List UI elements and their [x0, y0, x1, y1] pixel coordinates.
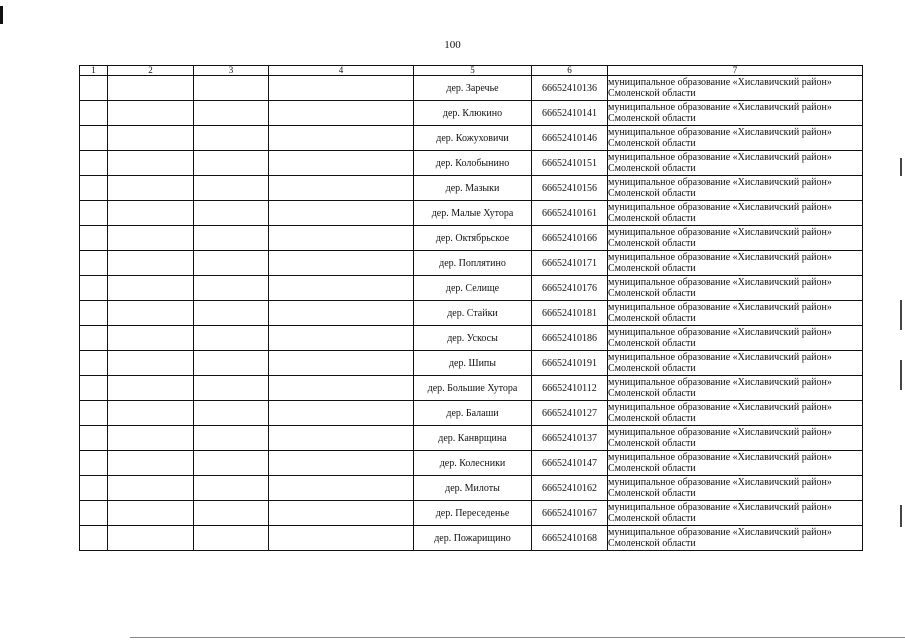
empty-cell — [194, 501, 269, 526]
empty-cell — [194, 76, 269, 101]
municipality-cell — [608, 201, 863, 226]
column-header: 7 — [608, 66, 863, 76]
oktmo-code-cell: 66652410136 — [532, 76, 608, 101]
municipality-line-1: муниципальное образование «Хиславичский район» — [608, 127, 832, 138]
municipality-cell — [608, 451, 863, 476]
empty-cell — [108, 526, 194, 551]
municipality-cell — [608, 126, 863, 151]
scan-edge-tick — [900, 505, 902, 527]
empty-cell — [194, 326, 269, 351]
empty-cell — [80, 401, 108, 426]
empty-cell — [269, 351, 414, 376]
municipality-line-2: Смоленской области — [608, 388, 696, 399]
municipality-line-1: муниципальное образование «Хиславичский район» — [608, 302, 832, 313]
empty-cell — [269, 326, 414, 351]
oktmo-code-cell: 66652410112 — [532, 376, 608, 401]
empty-cell — [80, 276, 108, 301]
municipality-line-1: муниципальное образование «Хиславичский район» — [608, 177, 832, 188]
municipality-line-2: Смоленской области — [608, 88, 696, 99]
table-header-row — [80, 66, 863, 76]
table-row — [80, 226, 863, 251]
empty-cell — [108, 376, 194, 401]
empty-cell — [194, 126, 269, 151]
oktmo-code-cell: 66652410147 — [532, 451, 608, 476]
municipality-line-1: муниципальное образование «Хиславичский район» — [608, 452, 832, 463]
municipality-line-1: муниципальное образование «Хиславичский район» — [608, 327, 832, 338]
municipality-line-2: Смоленской области — [608, 213, 696, 224]
municipality-cell — [608, 276, 863, 301]
scan-edge-tick — [900, 300, 902, 330]
empty-cell — [108, 251, 194, 276]
empty-cell — [108, 126, 194, 151]
oktmo-code-cell: 66652410156 — [532, 176, 608, 201]
empty-cell — [269, 401, 414, 426]
municipality-line-2: Смоленской области — [608, 338, 696, 349]
column-header: 6 — [532, 66, 608, 76]
settlement-name-cell: дер. Переседенье — [414, 501, 532, 526]
oktmo-code-cell: 66652410146 — [532, 126, 608, 151]
oktmo-code-cell: 66652410166 — [532, 226, 608, 251]
municipality-line-2: Смоленской области — [608, 113, 696, 124]
table-row — [80, 326, 863, 351]
scan-edge-mark — [0, 6, 3, 24]
municipality-line-1: муниципальное образование «Хиславичский район» — [608, 202, 832, 213]
empty-cell — [80, 376, 108, 401]
municipality-line-2: Смоленской области — [608, 263, 696, 274]
empty-cell — [80, 126, 108, 151]
empty-cell — [269, 126, 414, 151]
empty-cell — [80, 251, 108, 276]
oktmo-code-cell: 66652410141 — [532, 101, 608, 126]
empty-cell — [108, 201, 194, 226]
empty-cell — [108, 501, 194, 526]
empty-cell — [80, 426, 108, 451]
empty-cell — [194, 226, 269, 251]
empty-cell — [80, 101, 108, 126]
empty-cell — [108, 451, 194, 476]
empty-cell — [108, 301, 194, 326]
empty-cell — [269, 226, 414, 251]
municipality-line-2: Смоленской области — [608, 363, 696, 374]
municipality-line-1: муниципальное образование «Хиславичский район» — [608, 477, 832, 488]
municipality-line-1: муниципальное образование «Хиславичский район» — [608, 227, 832, 238]
empty-cell — [108, 151, 194, 176]
oktmo-code-cell: 66652410181 — [532, 301, 608, 326]
settlements-table — [79, 65, 863, 551]
settlement-name-cell: дер. Заречье — [414, 76, 532, 101]
oktmo-code-cell: 66652410186 — [532, 326, 608, 351]
column-header: 3 — [194, 66, 269, 76]
empty-cell — [80, 326, 108, 351]
empty-cell — [108, 401, 194, 426]
municipality-cell — [608, 251, 863, 276]
empty-cell — [80, 501, 108, 526]
municipality-line-2: Смоленской области — [608, 538, 696, 549]
municipality-line-2: Смоленской области — [608, 513, 696, 524]
oktmo-code-cell: 66652410167 — [532, 501, 608, 526]
empty-cell — [269, 451, 414, 476]
municipality-line-1: муниципальное образование «Хиславичский район» — [608, 102, 832, 113]
table-row — [80, 76, 863, 101]
oktmo-code-cell: 66652410162 — [532, 476, 608, 501]
empty-cell — [194, 201, 269, 226]
table-row — [80, 376, 863, 401]
municipality-line-1: муниципальное образование «Хиславичский район» — [608, 427, 832, 438]
municipality-cell — [608, 176, 863, 201]
empty-cell — [269, 526, 414, 551]
empty-cell — [269, 476, 414, 501]
table-row — [80, 476, 863, 501]
municipality-line-1: муниципальное образование «Хиславичский район» — [608, 252, 832, 263]
settlement-name-cell: дер. Клюкино — [414, 101, 532, 126]
settlement-name-cell: дер. Малые Хутора — [414, 201, 532, 226]
empty-cell — [194, 426, 269, 451]
municipality-cell — [608, 401, 863, 426]
empty-cell — [80, 151, 108, 176]
empty-cell — [108, 351, 194, 376]
empty-cell — [269, 251, 414, 276]
table-row — [80, 426, 863, 451]
municipality-line-1: муниципальное образование «Хиславичский район» — [608, 277, 832, 288]
settlement-name-cell: дер. Мазыки — [414, 176, 532, 201]
settlement-name-cell: дер. Кожуховичи — [414, 126, 532, 151]
municipality-line-2: Смоленской области — [608, 488, 696, 499]
municipality-cell — [608, 426, 863, 451]
table-row — [80, 151, 863, 176]
municipality-line-1: муниципальное образование «Хиславичский район» — [608, 152, 832, 163]
municipality-line-2: Смоленской области — [608, 188, 696, 199]
municipality-line-2: Смоленской области — [608, 163, 696, 174]
municipality-line-1: муниципальное образование «Хиславичский район» — [608, 402, 832, 413]
table-row — [80, 401, 863, 426]
empty-cell — [269, 101, 414, 126]
oktmo-code-cell: 66652410168 — [532, 526, 608, 551]
empty-cell — [108, 426, 194, 451]
municipality-line-1: муниципальное образование «Хиславичский район» — [608, 377, 832, 388]
municipality-line-2: Смоленской области — [608, 138, 696, 149]
municipality-line-2: Смоленской области — [608, 438, 696, 449]
table-row — [80, 251, 863, 276]
oktmo-code-cell: 66652410137 — [532, 426, 608, 451]
municipality-cell — [608, 301, 863, 326]
settlement-name-cell: дер. Ускосы — [414, 326, 532, 351]
oktmo-code-cell: 66652410161 — [532, 201, 608, 226]
settlement-name-cell: дер. Канврщина — [414, 426, 532, 451]
empty-cell — [194, 176, 269, 201]
empty-cell — [108, 76, 194, 101]
empty-cell — [80, 76, 108, 101]
empty-cell — [269, 376, 414, 401]
oktmo-code-cell: 66652410171 — [532, 251, 608, 276]
empty-cell — [194, 101, 269, 126]
table-row — [80, 126, 863, 151]
municipality-line-1: муниципальное образование «Хиславичский район» — [608, 77, 832, 88]
empty-cell — [80, 301, 108, 326]
municipality-line-1: муниципальное образование «Хиславичский район» — [608, 502, 832, 513]
empty-cell — [194, 401, 269, 426]
settlement-name-cell: дер. Колесники — [414, 451, 532, 476]
empty-cell — [269, 76, 414, 101]
empty-cell — [108, 476, 194, 501]
settlement-name-cell: дер. Пожарищино — [414, 526, 532, 551]
settlement-name-cell: дер. Стайки — [414, 301, 532, 326]
settlement-name-cell: дер. Шипы — [414, 351, 532, 376]
municipality-cell — [608, 226, 863, 251]
empty-cell — [194, 476, 269, 501]
empty-cell — [108, 176, 194, 201]
empty-cell — [194, 451, 269, 476]
table-row — [80, 451, 863, 476]
empty-cell — [269, 301, 414, 326]
column-header: 1 — [80, 66, 108, 76]
municipality-cell — [608, 76, 863, 101]
scan-edge-tick — [900, 158, 902, 176]
oktmo-code-cell: 66652410127 — [532, 401, 608, 426]
oktmo-code-cell: 66652410176 — [532, 276, 608, 301]
empty-cell — [108, 226, 194, 251]
empty-cell — [194, 301, 269, 326]
settlement-name-cell: дер. Октябрьское — [414, 226, 532, 251]
table-row — [80, 526, 863, 551]
empty-cell — [108, 276, 194, 301]
page-number: 100 — [444, 39, 461, 51]
municipality-line-2: Смоленской области — [608, 463, 696, 474]
municipality-line-1: муниципальное образование «Хиславичский район» — [608, 527, 832, 538]
empty-cell — [194, 526, 269, 551]
empty-cell — [80, 451, 108, 476]
settlement-name-cell: дер. Поплятино — [414, 251, 532, 276]
scan-edge-tick — [900, 360, 902, 390]
municipality-cell — [608, 101, 863, 126]
empty-cell — [108, 326, 194, 351]
table-row — [80, 176, 863, 201]
empty-cell — [194, 251, 269, 276]
municipality-line-2: Смоленской области — [608, 288, 696, 299]
table-row — [80, 301, 863, 326]
municipality-cell — [608, 526, 863, 551]
empty-cell — [269, 501, 414, 526]
municipality-cell — [608, 376, 863, 401]
empty-cell — [80, 351, 108, 376]
column-header: 2 — [108, 66, 194, 76]
municipality-cell — [608, 326, 863, 351]
empty-cell — [194, 151, 269, 176]
empty-cell — [194, 376, 269, 401]
empty-cell — [194, 351, 269, 376]
municipality-cell — [608, 151, 863, 176]
table-row — [80, 201, 863, 226]
table-row — [80, 101, 863, 126]
municipality-cell — [608, 476, 863, 501]
table-row — [80, 501, 863, 526]
municipality-cell — [608, 501, 863, 526]
settlement-name-cell: дер. Селище — [414, 276, 532, 301]
settlement-name-cell: дер. Балаши — [414, 401, 532, 426]
municipality-cell — [608, 351, 863, 376]
empty-cell — [269, 151, 414, 176]
empty-cell — [108, 101, 194, 126]
empty-cell — [80, 201, 108, 226]
municipality-line-2: Смоленской области — [608, 238, 696, 249]
empty-cell — [269, 426, 414, 451]
settlement-name-cell: дер. Колобынино — [414, 151, 532, 176]
empty-cell — [269, 276, 414, 301]
municipality-line-1: муниципальное образование «Хиславичский район» — [608, 352, 832, 363]
settlement-name-cell: дер. Большие Хутора — [414, 376, 532, 401]
settlement-name-cell: дер. Милоты — [414, 476, 532, 501]
municipality-line-2: Смоленской области — [608, 413, 696, 424]
scan-bottom-line — [130, 637, 905, 638]
empty-cell — [80, 176, 108, 201]
empty-cell — [269, 176, 414, 201]
column-header: 4 — [269, 66, 414, 76]
empty-cell — [80, 526, 108, 551]
oktmo-code-cell: 66652410191 — [532, 351, 608, 376]
empty-cell — [80, 226, 108, 251]
empty-cell — [194, 276, 269, 301]
municipality-line-2: Смоленской области — [608, 313, 696, 324]
empty-cell — [80, 476, 108, 501]
table-row — [80, 351, 863, 376]
table-row — [80, 276, 863, 301]
column-header: 5 — [414, 66, 532, 76]
oktmo-code-cell: 66652410151 — [532, 151, 608, 176]
empty-cell — [269, 201, 414, 226]
